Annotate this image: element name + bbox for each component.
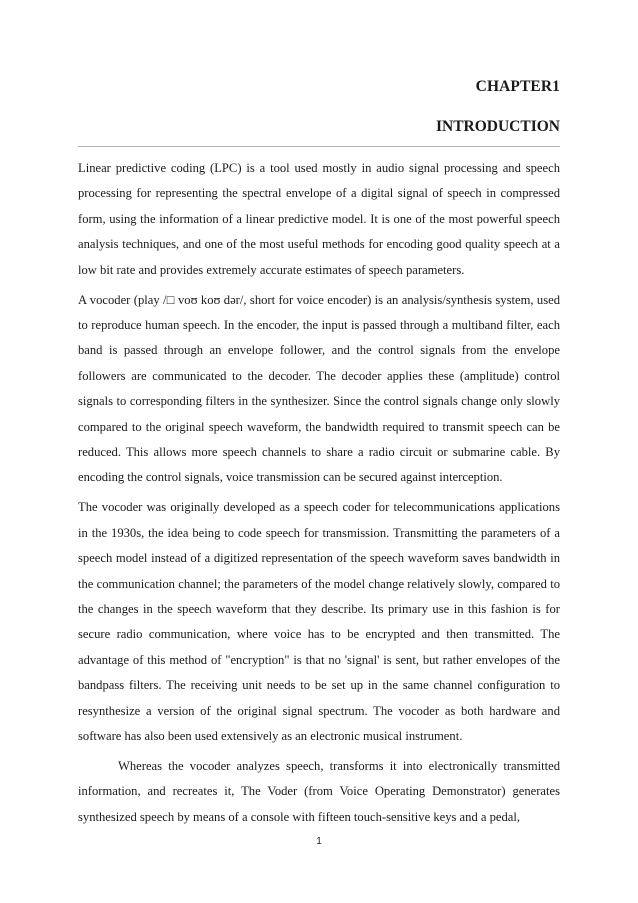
- paragraph-vocoder-definition: A vocoder (play /□ voʊ koʊ dər/, short for voice encoder) is an analysis/synthesis system, used to reproduce human speech. In the encoder, the input is passed through a multiband filter, each band is passed through an envelope follower, and the control signals from the envelope followers are communicated to the decoder. The decoder applies these (amplitude) control signals to corresponding filters in the synthesizer. Since the control signals change only slowly compared to the original speech waveform, the bandwidth required to transmit speech can be reduced. This allows more speech channels to share a radio circuit or submarine cable. By encoding the control signals, voice transmission can be secured against interception.: [78, 292, 560, 485]
- body-text: [78, 156, 560, 835]
- paragraph-vocoder-history: The vocoder was originally developed as a speech coder for telecommunications applications in the 1930s, the idea being to code speech for transmission. Transmitting the parameters of a speech model instead of a digitized representation of the speech waveform saves bandwidth in the communication channel; the parameters of the model change relatively slowly, compared to the changes in the speech waveform that they describe. Its primary use in this fashion is for secure radio communication, where voice has to be encrypted and then transmitted. The advantage of this method of "encryption" is that no 'signal' is sent, but rather envelopes of the bandpass filters. The receiving unit needs to be set up in the same channel configuration to resynthesize a version of the original signal spectrum. The vocoder as both hardware and software has also been used extensively as an electronic musical instrument.: [78, 500, 560, 743]
- section-title: INTRODUCTION: [435, 118, 560, 135]
- page-number: 1: [316, 836, 322, 847]
- title-divider: [78, 146, 560, 147]
- paragraph-lpc: Linear predictive coding (LPC) is a tool used mostly in audio signal processing and speech processing for representing the spectral envelope of a digital signal of speech in compressed form, using the information of a linear predictive model. It is one of the most powerful speech analysis techniques, and one of the most useful methods for encoding good quality speech at a low bit rate and provides extremely accurate estimates of speech parameters.: [78, 161, 560, 277]
- paragraph-voder: Whereas the vocoder analyzes speech, transforms it into electronically transmitted information, and recreates it, The Voder (from Voice Operating Demonstrator) generates synthesized speech by means of a console with fifteen touch-sensitive keys and a pedal,: [78, 758, 560, 824]
- chapter-heading: CHAPTER1: [475, 78, 560, 95]
